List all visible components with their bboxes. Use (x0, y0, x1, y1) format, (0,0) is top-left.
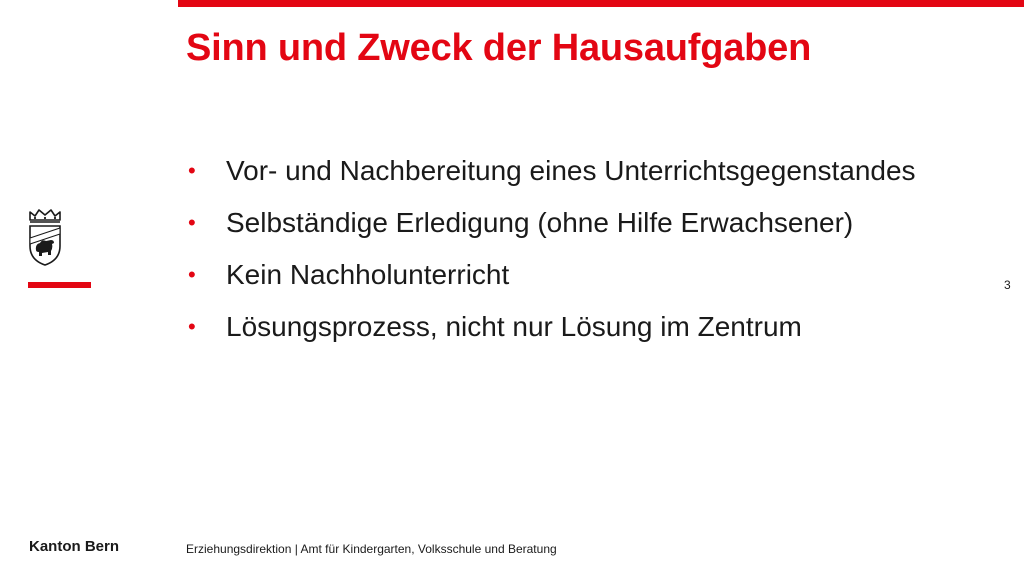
bullet-dot-icon: • (188, 262, 196, 287)
bullet-list (186, 152, 986, 360)
bullet-text: Vor- und Nachbereitung eines Unterrichtsgegenstandes (226, 155, 916, 186)
bullet-text: Lösungsprozess, nicht nur Lösung im Zentrum (226, 311, 802, 342)
bullet-text: Kein Nachholunterricht (226, 259, 510, 290)
slide-title: Sinn und Zweck der Hausaufgaben (186, 27, 812, 69)
bullet-item (186, 204, 986, 242)
bullet-item (186, 308, 986, 346)
logo-underline (28, 282, 91, 288)
bullet-text: Selbständige Erledigung (ohne Hilfe Erwachsener) (226, 207, 854, 238)
bullet-dot-icon: • (188, 314, 196, 339)
bullet-dot-icon: • (188, 210, 196, 235)
page-number: 3 (1004, 278, 1011, 292)
footer-organization: Kanton Bern (29, 538, 119, 555)
top-accent-bar (178, 0, 1024, 7)
bern-coat-of-arms-icon (27, 208, 63, 266)
footer-department: Erziehungsdirektion | Amt für Kindergarten, Volksschule und Beratung (186, 542, 557, 556)
bullet-item (186, 152, 986, 190)
bullet-dot-icon: • (188, 158, 196, 183)
bullet-item (186, 256, 986, 294)
